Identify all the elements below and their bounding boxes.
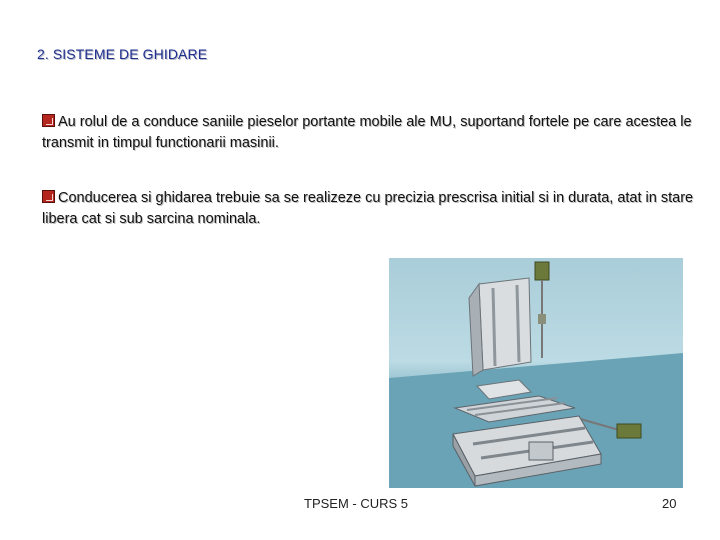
column-front: [479, 278, 531, 370]
spindle-coupling: [538, 314, 546, 324]
bullet-item-2: [42, 188, 702, 230]
slide-title: 2. SISTEME DE GHIDARE: [37, 46, 208, 62]
side-motor: [617, 424, 641, 438]
bullet-marker-icon: [42, 114, 55, 127]
bullet-marker-icon: [42, 190, 55, 203]
column-guide-left: [493, 288, 495, 366]
bed-carriage: [529, 442, 553, 460]
column-guide-right: [517, 285, 519, 362]
footer-page-number: 20: [662, 496, 677, 511]
top-motor: [535, 262, 549, 280]
bullet-item-1: [42, 112, 702, 154]
machine-tool-guideways-illustration: [389, 258, 683, 488]
footer-course-label: TPSEM - CURS 5: [304, 496, 409, 511]
bullet-text-1: Au rolul de a conduce saniile pieselor portante mobile ale MU, suportand fortele pe care acestea le transmit in timpul functionarii masinii.: [42, 114, 692, 151]
bullet-text-2: Conducerea si ghidarea trebuie sa se realizeze cu precizia prescrisa initial si in durata, atat in stare libera cat si sub sarcina nominala.: [42, 190, 694, 227]
machine-tool-illustration-svg: [389, 258, 683, 488]
